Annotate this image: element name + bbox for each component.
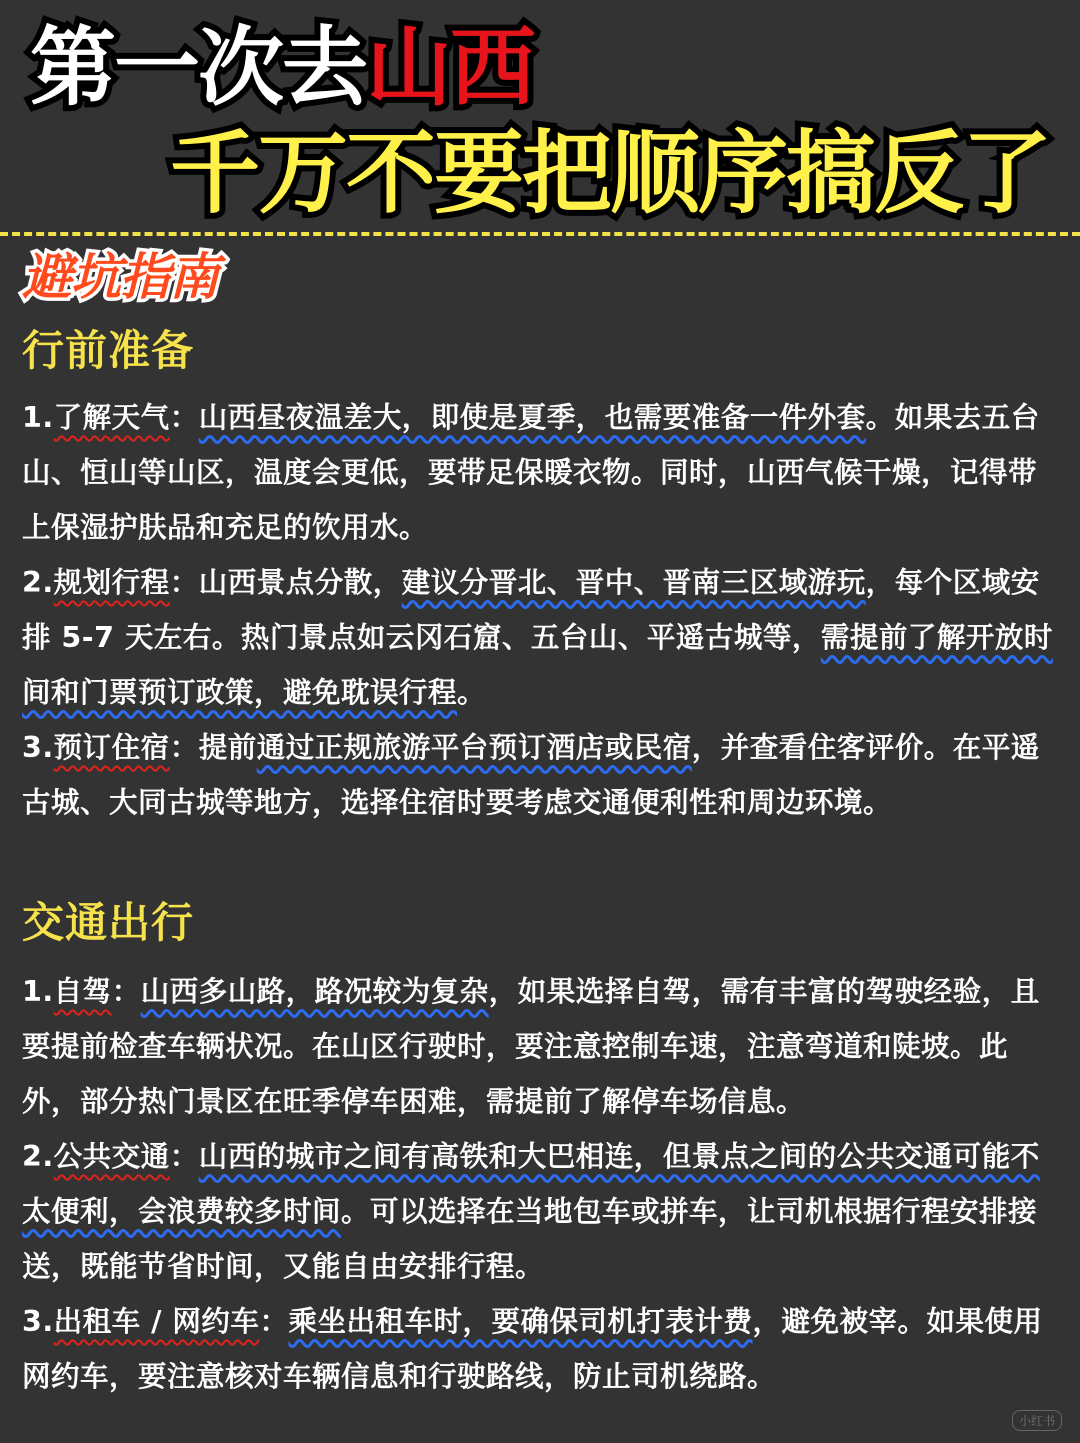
tip-colon: ： [169,731,199,764]
tip-colon: ： [169,401,199,434]
tip-number: 2. [22,566,54,599]
tip-highlight: 需提前了解开放时间和门票预订政策，避免耽误行程 [22,621,1053,709]
tip-text: 。如果去五台山、恒山等山区，温度会更低，要带足保暖衣物。同时，山西气候干燥，记得带上保湿护肤品和充足的饮用水。 [22,401,1040,544]
tip-highlight: 山西昼夜温差大，即使是夏季，也需要准备一件外套 [198,401,866,434]
tip-highlight: 乘坐出租车时，要确保司机打表计费 [288,1305,753,1338]
tip-colon: ： [169,1140,199,1173]
tip-text: 。可以选择在当地包车或拼车，让司机根据行程安排接送，既能节省时间，又能自由安排行程。 [22,1195,1038,1283]
tip-itinerary [22,555,1062,720]
tip-text: 提前 [198,731,257,764]
tip-label: 规划行程 [53,566,170,599]
tip-number: 2. [22,1140,54,1173]
title-highlight: 山西 [366,18,534,118]
tip-text: ，每个区域安排 5-7 天左右。热门景点如云冈石窟、五台山、平遥古城等， [22,566,1040,654]
tip-highlight: 建议分晋北、晋中、晋南三区域游玩 [401,566,866,599]
tip-number: 3. [22,731,54,764]
tip-colon: ： [169,566,199,599]
section-heading-transport: 交通出行 [22,898,195,947]
tip-text: 。 [457,676,487,709]
tip-label: 预订住宿 [53,731,170,764]
tip-text: ，并查看住客评价。在平遥古城、大同古城等地方，选择住宿时要考虑交通便利性和周边环境。 [22,731,1040,819]
section-heading-preparation: 行前准备 [22,326,195,375]
tip-label: 公共交通 [53,1140,170,1173]
guide-tag: 避坑指南 [22,248,218,306]
tip-highlight: 通过正规旅游平台预订酒店或民宿 [256,731,692,764]
tip-number: 1. [22,975,54,1008]
tip-highlight: 山西多山路，路况较为复杂 [140,975,489,1008]
tip-public-transport [22,1129,1062,1294]
tip-colon: ： [111,975,141,1008]
title-line-2: 千万不要把顺序搞反了 [170,121,1050,226]
tip-number: 3. [22,1305,54,1338]
tip-label: 了解天气 [53,401,170,434]
watermark-logo: 小红书 [1012,1410,1062,1431]
tip-text: 山西景点分散， [198,566,402,599]
tip-highlight: 山西的城市之间有高铁和大巴相连，但景点之间的公共交通可能不太便利，会浪费较多时间 [22,1140,1040,1228]
tip-text: ，避免被宰。如果使用网约车，要注意核对车辆信息和行驶路线，防止司机绕路。 [22,1305,1043,1393]
tip-self-drive [22,964,1062,1129]
tip-label: 自驾 [53,975,112,1008]
tip-accommodation [22,720,1062,830]
title-prefix: 第一次去 [30,18,366,118]
tip-taxi [22,1294,1062,1404]
tip-text: ，如果选择自驾，需有丰富的驾驶经验，且要提前检查车辆状况。在山区行驶时，要注意控制车速，注意弯道和陡坡。此外，部分热门景区在旺季停车困难，需提前了解停车场信息。 [22,975,1040,1118]
dashed-divider [0,232,1080,236]
tip-weather [22,390,1062,555]
tip-label: 出租车 / 网约车 [53,1305,260,1338]
tip-colon: ： [259,1305,289,1338]
tip-number: 1. [22,401,54,434]
title-line-1 [30,18,534,118]
